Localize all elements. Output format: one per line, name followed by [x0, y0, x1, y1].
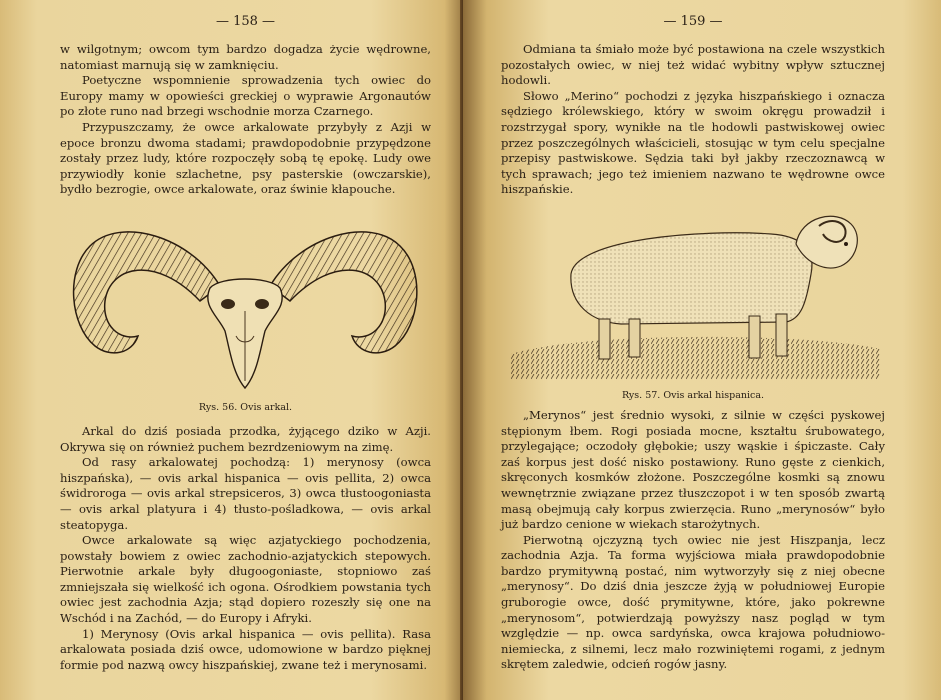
paragraph: Od rasy arkalowatej pochodzą: 1) merynosy (owca hiszpańska), — ovis arkal hispanica — ovis pellita, 2) owca świdroroga — ovis arkal strepsiceros, 3) owca tłustoogoniasta — ovis arkal platyura i 4) tłusto-pośladkowa, — ovis arkal steatopyga.	[60, 455, 431, 532]
paragraph: Słowo „Merino“ pochodzi z języka hiszpańskiego i oznacza sędziego królewskiego, który w swoim okręgu prowadził i rozstrzygał spory, wynikłe na tle hodowli pastwiskowej owiec przez poszczególnych właścicieli, stosując w tym celu specjalne przepisy pastwiskowe. Sędzia taki był jakby rzeczoznawcą w tych sprawach; jego też imieniem nazwano te wędrowne owce hiszpańskie.	[501, 88, 885, 197]
paragraph: Odmiana ta śmiało może być postawiona na czele wszystkich pozostałych owiec, w niej też widać wybitny wpływ sztucznej hodowli.	[501, 42, 885, 88]
left-page	[0, 0, 463, 700]
figure-caption: Rys. 56. Ovis arkal.	[198, 401, 293, 413]
paragraph: 1) Merynosy (Ovis arkal hispanica — ovis pellita). Rasa arkalowata posiada dziś owce, udomowione w bardzo pięknej formie pod nazwą owcy hiszpańskiej, zwane też i merynosami.	[60, 626, 431, 672]
paragraph: w wilgotnym; owcom tym bardzo dogadza życie wędrowne, natomiast marnują się w zamknięciu.	[60, 42, 431, 72]
paragraph: Arkal do dziś posiada przodka, żyjącego dziko w Azji. Okrywa się on również puchem bezrdzeniowym na zimę.	[60, 423, 431, 454]
paragraph: Pierwotną ojczyzną tych owiec nie jest Hiszpanja, lecz zachodnia Azja. Ta forma wyjściowa miała prawdopodobnie bardzo prymitywną postać, nim wytworzyły się z niej obecne „merynosy“. Do dziś dnia jeszcze żyją w południowej Europie gruborogie owce, dość prymitywne, które, jako pokrewne „merynosom“, potwierdzają powyższy nasz pogląd w tym względzie — np. owca sardyńska, owca krajowa południowo-niemiecka, z silnemi, lecz mało rozwiniętemi rogami, z jednym skrętem zaledwie, odcień rogów jasny.	[501, 532, 885, 672]
paragraph: „Merynos“ jest średnio wysoki, z silnie w części pyskowej stępionym łbem. Rogi posiada mocne, kształtu śrubowatego, przylegające; oczodoły głębokie; uszy wąskie i śpiczaste. Cały zaś korpus jest dość nisko postawiony. Runo gęste z cienkich, skręconych kosmków złożone. Poszczególne kosmki są znowu wewnętrznie związane przez tłuszczopot i w ten sposób zwartą masą obejmują cały korpus zwierzęcia. Runo „merynosów“ było już bardzo cenione w wiekach starożytnych.	[501, 407, 885, 532]
paragraph: Poetyczne wspomnienie sprowadzenia tych owiec do Europy mamy w opowieści greckiej o wyprawie Argonautów po złote runo nad brzegi wschodnie morza Czarnego.	[60, 73, 431, 119]
figure-caption: Rys. 57. Ovis arkal hispanica.	[621, 389, 765, 401]
merino-sheep-figure	[501, 204, 885, 404]
paragraph: Przypuszczamy, że owce arkalowate przybyły z Azji w epoce bronzu dwoma stadami; prawdopodobnie przypędzone zostały przez ludy, które rozpoczęły sobą tę epokę. Ludy owe przywiodły konie szlachetne, psy pasterskie (owczarskie), bydło bezrogie, owce arkalowate, oraz świnie kłapouche.	[60, 119, 431, 197]
ram-skull-figure	[60, 206, 431, 418]
ram-skull-illustration	[60, 206, 431, 396]
merino-sheep-illustration	[501, 204, 885, 384]
page-number-right: — 159 —	[663, 14, 723, 29]
page-number-left: — 158 —	[215, 14, 276, 29]
right-page	[463, 0, 941, 700]
paragraph: Owce arkalowate są więc azjatyckiego pochodzenia, powstały bowiem z owiec zachodnio-azjatyckich stepowych. Pierwotnie arkale były długoogoniaste, stopniowo zaś zmniejszała się wielkość ich ogona. Ośrodkiem powstania tych owiec jest zachodnia Azja; stąd dopiero rozeszły się one na Wschód i na Zachód, — do Europy i Afryki.	[60, 533, 431, 626]
